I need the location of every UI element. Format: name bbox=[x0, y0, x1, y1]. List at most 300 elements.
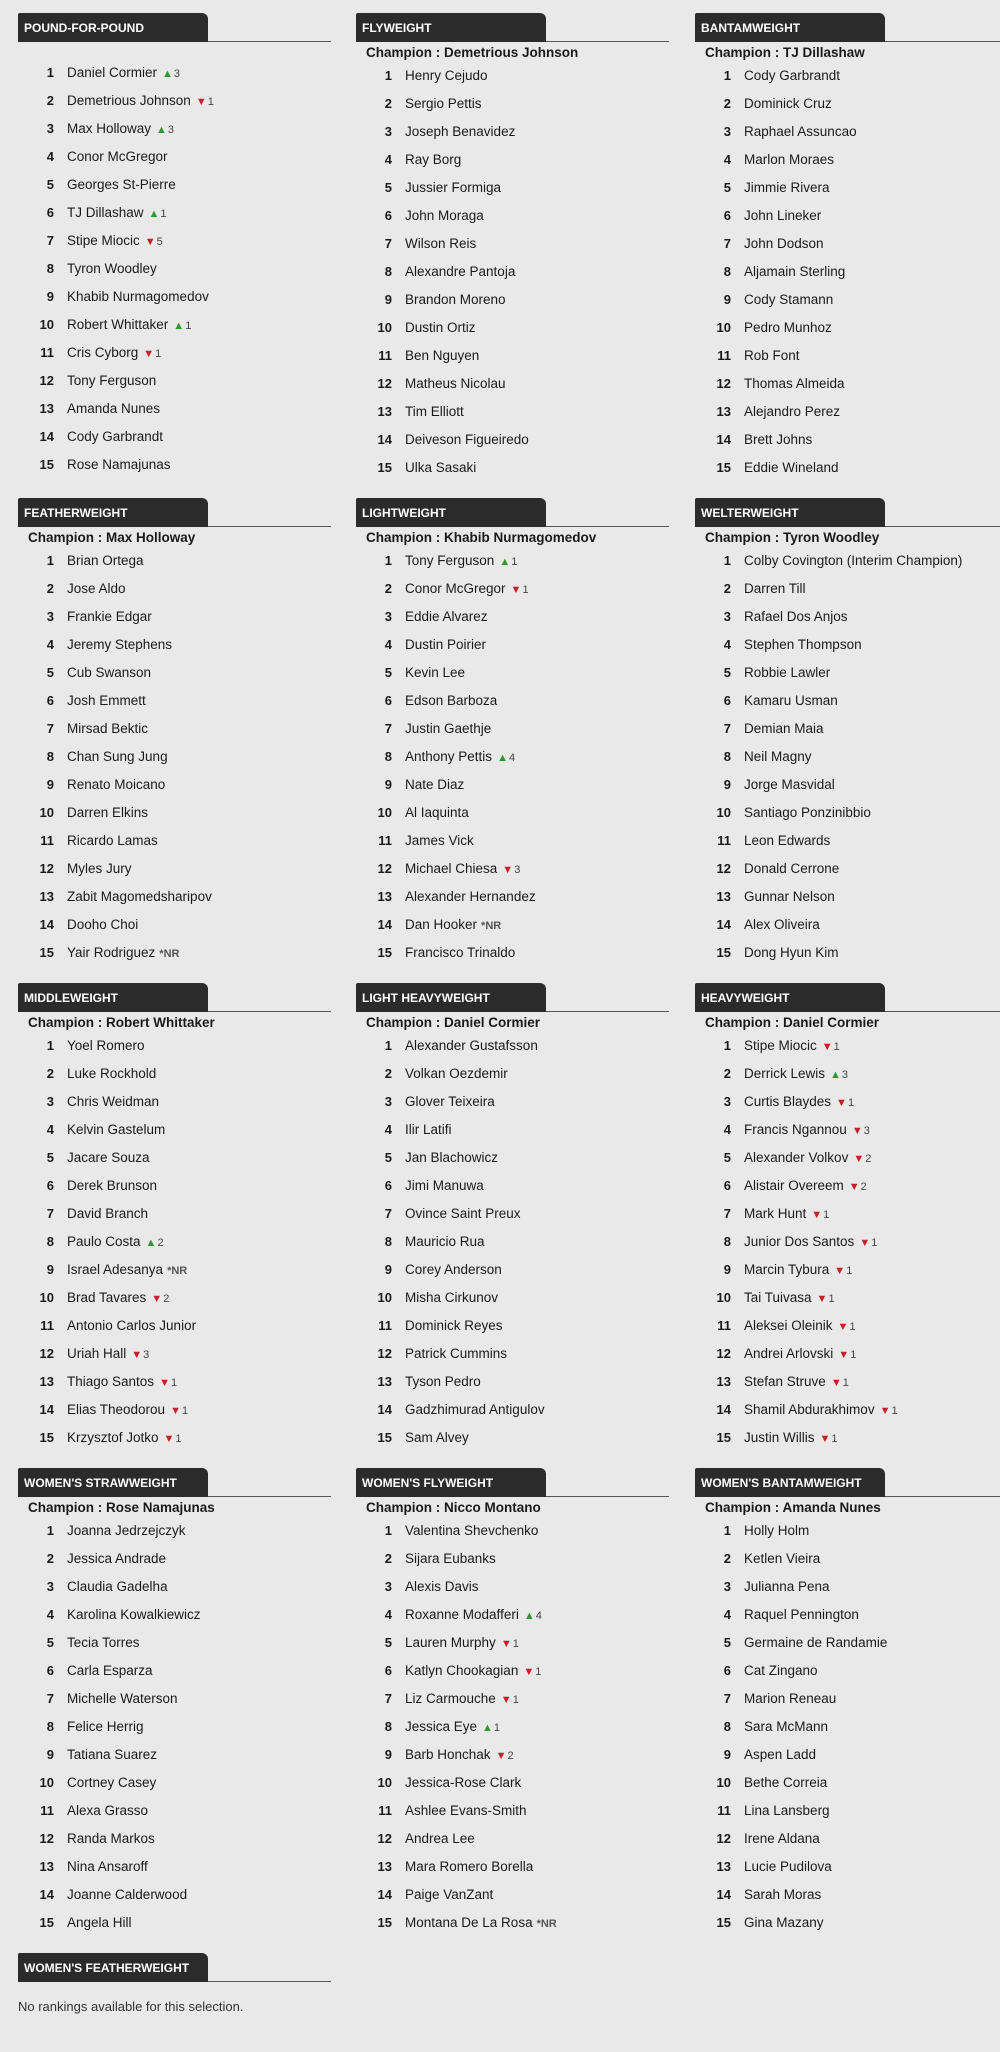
rank-number: 4 bbox=[723, 1607, 731, 1622]
fighter-name-link[interactable]: Eddie Alvarez bbox=[405, 609, 488, 624]
fighter-name-link[interactable]: Anthony Pettis bbox=[405, 749, 493, 764]
fighter-name-link[interactable]: Alexander Volkov bbox=[744, 1150, 849, 1165]
fighter-name-link[interactable]: Jessica-Rose Clark bbox=[405, 1775, 522, 1790]
rank-number: 3 bbox=[723, 1094, 731, 1109]
fighter-name-link[interactable]: Justin Gaethje bbox=[405, 721, 492, 736]
rank-number: 5 bbox=[723, 180, 731, 195]
fighter-name-link[interactable]: Joanne Calderwood bbox=[67, 1887, 188, 1902]
fighter-name-link[interactable]: Darren Till bbox=[744, 581, 806, 596]
fighter-name-link[interactable]: Frankie Edgar bbox=[67, 609, 152, 624]
division-tab[interactable]: LIGHTWEIGHT bbox=[356, 498, 546, 527]
rank-number: 3 bbox=[46, 121, 54, 136]
division-tab[interactable]: FEATHERWEIGHT bbox=[18, 498, 208, 527]
triangle-down-icon: ▼ bbox=[143, 348, 155, 360]
fighter-name-link[interactable]: Deiveson Figueiredo bbox=[405, 432, 529, 447]
rank-number: 10 bbox=[377, 805, 392, 820]
rank-change-amount: 1 bbox=[833, 1041, 840, 1053]
ranking-row bbox=[18, 575, 331, 603]
fighter-name-link[interactable]: Karolina Kowalkiewicz bbox=[67, 1607, 201, 1622]
rank-number: 15 bbox=[716, 1430, 731, 1445]
fighter-name-link[interactable]: Francisco Trinaldo bbox=[405, 945, 516, 960]
champion-label[interactable]: Champion : Tyron Woodley bbox=[705, 530, 880, 545]
division-women-s-featherweight bbox=[18, 1953, 331, 2014]
fighter-name-link[interactable]: Paulo Costa bbox=[67, 1234, 141, 1249]
fighter-name-link[interactable]: Jacare Souza bbox=[67, 1150, 150, 1165]
fighter-name-link[interactable]: Bethe Correia bbox=[744, 1775, 828, 1790]
fighter-name-link[interactable]: Aljamain Sterling bbox=[744, 264, 846, 279]
fighter-name-link[interactable]: Junior Dos Santos bbox=[744, 1234, 855, 1249]
fighter-name-link[interactable]: Dominick Cruz bbox=[744, 96, 832, 111]
fighter-name-link[interactable]: Ricardo Lamas bbox=[67, 833, 158, 848]
fighter-name-link[interactable]: Jessica Andrade bbox=[67, 1551, 167, 1566]
fighter-name-link[interactable]: Darren Elkins bbox=[67, 805, 149, 820]
triangle-up-icon: ▲ bbox=[499, 556, 511, 568]
fighter-name-link[interactable]: Aspen Ladd bbox=[744, 1747, 817, 1762]
fighter-name-link[interactable]: Marion Reneau bbox=[744, 1691, 837, 1706]
fighter-name-link[interactable]: Alexis Davis bbox=[405, 1579, 479, 1594]
champion-label[interactable]: Champion : Demetrious Johnson bbox=[366, 45, 579, 60]
fighter-name-link[interactable]: Robert Whittaker bbox=[67, 317, 169, 332]
fighter-name-link[interactable]: Sam Alvey bbox=[405, 1430, 469, 1445]
fighter-name-link[interactable]: Zabit Magomedsharipov bbox=[67, 889, 212, 904]
rank-number: 14 bbox=[39, 1402, 54, 1417]
ranking-list bbox=[695, 62, 1000, 482]
fighter-name-link[interactable]: Joseph Benavidez bbox=[405, 124, 516, 139]
rank-change-amount: 1 bbox=[155, 348, 162, 360]
ranking-row bbox=[356, 1517, 669, 1545]
rank-number: 12 bbox=[716, 1346, 731, 1361]
fighter-name-link[interactable]: Luke Rockhold bbox=[67, 1066, 157, 1081]
ranking-row bbox=[18, 659, 331, 687]
fighter-name-link[interactable]: Cortney Casey bbox=[67, 1775, 157, 1790]
rank-number: 13 bbox=[716, 404, 731, 419]
rank-number: 8 bbox=[384, 1719, 392, 1734]
fighter-name-link[interactable]: Nate Diaz bbox=[405, 777, 465, 792]
fighter-name-link[interactable]: Volkan Oezdemir bbox=[405, 1066, 508, 1081]
fighter-name-link[interactable]: Amanda Nunes bbox=[67, 401, 161, 416]
ranking-row bbox=[695, 1144, 1000, 1172]
fighter-name-link[interactable]: TJ Dillashaw bbox=[67, 205, 144, 220]
ranking-list bbox=[695, 547, 1000, 967]
ranking-list bbox=[18, 547, 331, 967]
ranking-row bbox=[356, 174, 669, 202]
ranking-row bbox=[356, 911, 669, 939]
fighter-name-link[interactable]: Kelvin Gastelum bbox=[67, 1122, 166, 1137]
rank-number: 13 bbox=[377, 1374, 392, 1389]
fighter-name-link[interactable]: Gadzhimurad Antigulov bbox=[405, 1402, 545, 1417]
fighter-name-link[interactable]: Dan Hooker bbox=[405, 917, 478, 932]
ranking-list bbox=[695, 1032, 1000, 1452]
division-tab[interactable]: WOMEN'S STRAWWEIGHT bbox=[18, 1468, 208, 1497]
rank-number: 3 bbox=[46, 1094, 54, 1109]
fighter-name-link[interactable]: Yoel Romero bbox=[67, 1038, 145, 1053]
fighter-name-link[interactable]: Thomas Almeida bbox=[744, 376, 845, 391]
ranking-row bbox=[18, 1200, 331, 1228]
fighter-name-link[interactable]: Gunnar Nelson bbox=[744, 889, 835, 904]
fighter-name-link[interactable]: Israel Adesanya bbox=[67, 1262, 164, 1277]
ranking-row bbox=[18, 283, 331, 311]
rank-change-amount: 1 bbox=[828, 1293, 835, 1305]
fighter-name-link[interactable]: Corey Anderson bbox=[405, 1262, 502, 1277]
champion-label[interactable]: Champion : Daniel Cormier bbox=[366, 1015, 541, 1030]
division-tab[interactable]: LIGHT HEAVYWEIGHT bbox=[356, 983, 546, 1012]
ranking-row bbox=[356, 62, 669, 90]
fighter-name-link[interactable]: Tatiana Suarez bbox=[67, 1747, 158, 1762]
fighter-name-link[interactable]: Justin Willis bbox=[744, 1430, 815, 1445]
fighter-name-link[interactable]: Tony Ferguson bbox=[67, 373, 157, 388]
fighter-name-link[interactable]: Pedro Munhoz bbox=[744, 320, 832, 335]
fighter-name-link[interactable]: Tyson Pedro bbox=[405, 1374, 481, 1389]
fighter-name-link[interactable]: Chan Sung Jung bbox=[67, 749, 168, 764]
champion-label[interactable]: Champion : TJ Dillashaw bbox=[705, 45, 865, 60]
ranking-list bbox=[356, 62, 669, 482]
fighter-name-link[interactable]: Alistair Overeem bbox=[744, 1178, 844, 1193]
fighter-name-link[interactable]: Cody Garbrandt bbox=[744, 68, 841, 83]
fighter-name-link[interactable]: Jimi Manuwa bbox=[405, 1178, 484, 1193]
fighter-name-link[interactable]: Michael Chiesa bbox=[405, 861, 498, 876]
fighter-name-link[interactable]: Uriah Hall bbox=[67, 1346, 127, 1361]
fighter-name-link[interactable]: Mirsad Bektic bbox=[67, 721, 149, 736]
fighter-name-link[interactable]: Rafael Dos Anjos bbox=[744, 609, 848, 624]
fighter-name-link[interactable]: Colby Covington (Interim Champion) bbox=[744, 553, 963, 568]
fighter-name-link[interactable]: Robbie Lawler bbox=[744, 665, 831, 680]
fighter-name-link[interactable]: Brandon Moreno bbox=[405, 292, 506, 307]
ranking-row bbox=[356, 827, 669, 855]
division-tab[interactable]: WELTERWEIGHT bbox=[695, 498, 885, 527]
fighter-name-link[interactable]: Mara Romero Borella bbox=[405, 1859, 534, 1874]
fighter-name-link[interactable]: Khabib Nurmagomedov bbox=[67, 289, 209, 304]
fighter-name-link[interactable]: Ulka Sasaki bbox=[405, 460, 477, 475]
rank-number: 15 bbox=[39, 1915, 54, 1930]
fighter-name-link[interactable]: Max Holloway bbox=[67, 121, 152, 136]
ranking-row bbox=[18, 255, 331, 283]
fighter-name-link[interactable]: Conor McGregor bbox=[67, 149, 168, 164]
rank-change bbox=[173, 320, 191, 332]
fighter-name-link[interactable]: Liz Carmouche bbox=[405, 1691, 496, 1706]
fighter-name-link[interactable]: Michelle Waterson bbox=[67, 1691, 178, 1706]
fighter-name-link[interactable]: Sarah Moras bbox=[744, 1887, 822, 1902]
fighter-name-link[interactable]: Cody Stamann bbox=[744, 292, 834, 307]
fighter-name-link[interactable]: Paige VanZant bbox=[405, 1887, 494, 1902]
ranking-row bbox=[695, 1853, 1000, 1881]
division-tab[interactable]: WOMEN'S BANTAMWEIGHT bbox=[695, 1468, 885, 1497]
rank-number: 15 bbox=[716, 460, 731, 475]
champion-label[interactable]: Champion : Khabib Nurmagomedov bbox=[366, 530, 597, 545]
fighter-name-link[interactable]: Dooho Choi bbox=[67, 917, 139, 932]
fighter-name-link[interactable]: Chris Weidman bbox=[67, 1094, 160, 1109]
fighter-name-link[interactable]: Myles Jury bbox=[67, 861, 132, 876]
rank-number: 15 bbox=[377, 1915, 392, 1930]
fighter-name-link[interactable]: Kamaru Usman bbox=[744, 693, 838, 708]
rank-number: 2 bbox=[723, 96, 731, 111]
fighter-name-link[interactable]: Tim Elliott bbox=[405, 404, 464, 419]
fighter-name-link[interactable]: Misha Cirkunov bbox=[405, 1290, 499, 1305]
fighter-name-link[interactable]: Ashlee Evans-Smith bbox=[405, 1803, 527, 1818]
fighter-name-link[interactable]: Tecia Torres bbox=[67, 1635, 140, 1650]
fighter-name-link[interactable]: Yair Rodriguez bbox=[67, 945, 156, 960]
ranking-row bbox=[18, 1573, 331, 1601]
rank-change-amount: 2 bbox=[163, 1293, 170, 1305]
fighter-name-link[interactable]: Cub Swanson bbox=[67, 665, 152, 680]
rank-change bbox=[159, 1377, 177, 1389]
fighter-name-link[interactable]: Derek Brunson bbox=[67, 1178, 158, 1193]
new-ranking-badge: *NR bbox=[536, 1918, 557, 1930]
fighter-name-link[interactable]: Elias Theodorou bbox=[67, 1402, 166, 1417]
ranking-row bbox=[18, 1032, 331, 1060]
rank-change bbox=[501, 1638, 519, 1650]
rank-number: 9 bbox=[46, 289, 54, 304]
fighter-name-link[interactable]: Eddie Wineland bbox=[744, 460, 839, 475]
fighter-name-link[interactable]: Stipe Miocic bbox=[67, 233, 140, 248]
rank-change bbox=[146, 1237, 164, 1249]
rank-change bbox=[143, 348, 161, 360]
fighter-name-link[interactable]: Demian Maia bbox=[744, 721, 824, 736]
fighter-name-link[interactable]: Matheus Nicolau bbox=[405, 376, 506, 391]
fighter-name-link[interactable]: Tyron Woodley bbox=[67, 261, 157, 276]
fighter-name-link[interactable]: Ketlen Vieira bbox=[744, 1551, 821, 1566]
rank-change-amount: 1 bbox=[175, 1433, 182, 1445]
fighter-name-link[interactable]: Henry Cejudo bbox=[405, 68, 488, 83]
fighter-name-link[interactable]: Roxanne Modafferi bbox=[405, 1607, 519, 1622]
rank-number: 11 bbox=[717, 348, 731, 363]
rank-change-amount: 3 bbox=[167, 124, 175, 136]
division-tab[interactable]: WOMEN'S FLYWEIGHT bbox=[356, 1468, 546, 1497]
fighter-name-link[interactable]: Cat Zingano bbox=[744, 1663, 818, 1678]
fighter-name-link[interactable]: Antonio Carlos Junior bbox=[67, 1318, 197, 1333]
fighter-name-link[interactable]: Holly Holm bbox=[744, 1523, 810, 1538]
ranking-row bbox=[695, 1797, 1000, 1825]
fighter-name-link[interactable]: Wilson Reis bbox=[405, 236, 477, 251]
ranking-row bbox=[18, 1741, 331, 1769]
division-tab[interactable]: POUND-FOR-POUND bbox=[18, 13, 208, 42]
triangle-up-icon: ▲ bbox=[830, 1069, 841, 1081]
rank-number: 8 bbox=[723, 264, 731, 279]
rank-change-amount: 1 bbox=[207, 96, 214, 108]
ranking-row bbox=[18, 1629, 331, 1657]
fighter-name-link[interactable]: James Vick bbox=[405, 833, 474, 848]
fighter-name-link[interactable]: Dong Hyun Kim bbox=[744, 945, 839, 960]
fighter-name-link[interactable]: Angela Hill bbox=[67, 1915, 132, 1930]
fighter-name-link[interactable]: Carla Esparza bbox=[67, 1663, 153, 1678]
division-tab[interactable]: WOMEN'S FEATHERWEIGHT bbox=[18, 1953, 208, 1982]
fighter-name-link[interactable]: Ilir Latifi bbox=[405, 1122, 452, 1137]
fighter-name-link[interactable]: Dominick Reyes bbox=[405, 1318, 503, 1333]
fighter-name-link[interactable]: Alexa Grasso bbox=[67, 1803, 149, 1818]
champion-label[interactable]: Champion : Rose Namajunas bbox=[28, 1500, 215, 1515]
fighter-name-link[interactable]: Krzysztof Jotko bbox=[67, 1430, 159, 1445]
fighter-name-link[interactable]: Brian Ortega bbox=[67, 553, 144, 568]
fighter-name-link[interactable]: Jose Aldo bbox=[67, 581, 126, 596]
fighter-name-link[interactable]: Josh Emmett bbox=[67, 693, 146, 708]
ranking-row bbox=[356, 454, 669, 482]
fighter-name-link[interactable]: Stefan Struve bbox=[744, 1374, 826, 1389]
fighter-name-link[interactable]: Sergio Pettis bbox=[405, 96, 482, 111]
fighter-name-link[interactable]: Rob Font bbox=[744, 348, 800, 363]
rank-number: 12 bbox=[39, 861, 54, 876]
triangle-down-icon: ▼ bbox=[821, 1041, 833, 1053]
fighter-name-link[interactable]: Tony Ferguson bbox=[405, 553, 495, 568]
fighter-name-link[interactable]: Lauren Murphy bbox=[405, 1635, 496, 1650]
fighter-name-link[interactable]: Ben Nguyen bbox=[405, 348, 480, 363]
fighter-name-link[interactable]: Lina Lansberg bbox=[744, 1803, 830, 1818]
fighter-name-link[interactable]: Jimmie Rivera bbox=[744, 180, 830, 195]
fighter-name-link[interactable]: Cody Garbrandt bbox=[67, 429, 164, 444]
ranking-row bbox=[18, 1312, 331, 1340]
fighter-name-link[interactable]: Shamil Abdurakhimov bbox=[744, 1402, 875, 1417]
champion-label[interactable]: Champion : Robert Whittaker bbox=[28, 1015, 215, 1030]
division-bantamweight bbox=[695, 13, 1000, 482]
fighter-name-link[interactable]: Alexander Hernandez bbox=[405, 889, 536, 904]
fighter-name-link[interactable]: Brett Johns bbox=[744, 432, 813, 447]
fighter-name-link[interactable]: Andrea Lee bbox=[405, 1831, 475, 1846]
division-tab[interactable]: FLYWEIGHT bbox=[356, 13, 546, 42]
ranking-row bbox=[18, 1685, 331, 1713]
fighter-name-link[interactable]: Jeremy Stephens bbox=[67, 637, 173, 652]
fighter-name-link[interactable]: Lucie Pudilova bbox=[744, 1859, 832, 1874]
fighter-name-link[interactable]: Dustin Ortiz bbox=[405, 320, 476, 335]
ranking-row bbox=[356, 547, 669, 575]
fighter-name-link[interactable]: John Moraga bbox=[405, 208, 484, 223]
fighter-name-link[interactable]: Francis Ngannou bbox=[744, 1122, 847, 1137]
fighter-name-link[interactable]: Alejandro Perez bbox=[744, 404, 841, 419]
fighter-name-link[interactable]: Montana De La Rosa bbox=[405, 1915, 533, 1930]
fighter-name-link[interactable]: Ray Borg bbox=[405, 152, 462, 167]
fighter-name-link[interactable]: Felice Herrig bbox=[67, 1719, 144, 1734]
fighter-name-link[interactable]: Donald Cerrone bbox=[744, 861, 840, 876]
fighter-name-link[interactable]: Marlon Moraes bbox=[744, 152, 835, 167]
fighter-name-link[interactable]: Leon Edwards bbox=[744, 833, 831, 848]
fighter-name-link[interactable]: Thiago Santos bbox=[67, 1374, 155, 1389]
fighter-name-link[interactable]: Julianna Pena bbox=[744, 1579, 830, 1594]
fighter-name-link[interactable]: Jan Blachowicz bbox=[405, 1150, 499, 1165]
division-light-heavyweight bbox=[356, 983, 669, 1452]
fighter-name-link[interactable]: Ovince Saint Preux bbox=[405, 1206, 521, 1221]
ranking-row bbox=[356, 1713, 669, 1741]
triangle-up-icon: ▲ bbox=[497, 752, 508, 764]
fighter-name-link[interactable]: Al Iaquinta bbox=[405, 805, 469, 820]
ranking-row bbox=[18, 547, 331, 575]
fighter-name-link[interactable]: Glover Teixeira bbox=[405, 1094, 495, 1109]
champion-label[interactable]: Champion : Daniel Cormier bbox=[705, 1015, 880, 1030]
rank-number: 9 bbox=[723, 1262, 731, 1277]
fighter-name-link[interactable]: Jussier Formiga bbox=[405, 180, 502, 195]
fighter-name-link[interactable]: Alexander Gustafsson bbox=[405, 1038, 538, 1053]
rank-number: 14 bbox=[716, 1402, 731, 1417]
fighter-name-link[interactable]: Demetrious Johnson bbox=[67, 93, 191, 108]
fighter-name-link[interactable]: Randa Markos bbox=[67, 1831, 155, 1846]
ranking-row bbox=[695, 314, 1000, 342]
fighter-name-link[interactable]: Claudia Gadelha bbox=[67, 1579, 168, 1594]
fighter-name-link[interactable]: Derrick Lewis bbox=[744, 1066, 826, 1081]
division-tab[interactable]: HEAVYWEIGHT bbox=[695, 983, 885, 1012]
rank-number: 8 bbox=[46, 1719, 54, 1734]
triangle-down-icon: ▼ bbox=[836, 1097, 847, 1109]
rank-number: 1 bbox=[384, 553, 392, 568]
fighter-name-link[interactable]: Katlyn Chookagian bbox=[405, 1663, 519, 1678]
fighter-name-link[interactable]: Tai Tuivasa bbox=[744, 1290, 812, 1305]
fighter-name-link[interactable]: Cris Cyborg bbox=[67, 345, 139, 360]
fighter-name-link[interactable]: Curtis Blaydes bbox=[744, 1094, 832, 1109]
fighter-name-link[interactable]: Irene Aldana bbox=[744, 1831, 820, 1846]
fighter-name-link[interactable]: Germaine de Randamie bbox=[744, 1635, 888, 1650]
ranking-row bbox=[356, 939, 669, 967]
fighter-name-link[interactable]: Gina Mazany bbox=[744, 1915, 824, 1930]
ranking-row bbox=[356, 603, 669, 631]
division-tab[interactable]: BANTAMWEIGHT bbox=[695, 13, 885, 42]
ranking-row bbox=[695, 454, 1000, 482]
fighter-name-link[interactable]: Sijara Eubanks bbox=[405, 1551, 496, 1566]
ranking-row bbox=[18, 423, 331, 451]
ranking-row bbox=[695, 174, 1000, 202]
fighter-name-link[interactable]: Santiago Ponzinibbio bbox=[744, 805, 871, 820]
rank-change-amount: 1 bbox=[160, 208, 167, 220]
fighter-name-link[interactable]: Renato Moicano bbox=[67, 777, 166, 792]
ranking-row bbox=[18, 1144, 331, 1172]
fighter-name-link[interactable]: Conor McGregor bbox=[405, 581, 506, 596]
fighter-name-link[interactable]: Patrick Cummins bbox=[405, 1346, 508, 1361]
rank-number: 4 bbox=[46, 637, 54, 652]
champion-label[interactable]: Champion : Nicco Montano bbox=[366, 1500, 541, 1515]
fighter-name-link[interactable]: Kevin Lee bbox=[405, 665, 466, 680]
fighter-name-link[interactable]: Jessica Eye bbox=[405, 1719, 478, 1734]
fighter-name-link[interactable]: Alexandre Pantoja bbox=[405, 264, 516, 279]
fighter-name-link[interactable]: Valentina Shevchenko bbox=[405, 1523, 539, 1538]
champion-label[interactable]: Champion : Max Holloway bbox=[28, 530, 196, 545]
fighter-name-link[interactable]: Stipe Miocic bbox=[744, 1038, 817, 1053]
ranking-row bbox=[356, 799, 669, 827]
fighter-name-link[interactable]: David Branch bbox=[67, 1206, 149, 1221]
rank-change-amount: 1 bbox=[170, 1377, 178, 1389]
fighter-name-link[interactable]: Rose Namajunas bbox=[67, 457, 171, 472]
division-women-s-bantamweight bbox=[695, 1468, 1000, 1937]
triangle-down-icon: ▼ bbox=[495, 1750, 507, 1762]
fighter-name-link[interactable]: Nina Ansaroff bbox=[67, 1859, 148, 1874]
rank-change bbox=[131, 1349, 149, 1361]
fighter-name-link[interactable]: Alex Oliveira bbox=[744, 917, 820, 932]
rank-number: 6 bbox=[384, 208, 392, 223]
ranking-row bbox=[356, 146, 669, 174]
fighter-name-link[interactable]: Daniel Cormier bbox=[67, 65, 158, 80]
ranking-row bbox=[695, 547, 1000, 575]
fighter-name-link[interactable]: Sara McMann bbox=[744, 1719, 829, 1734]
fighter-name-link[interactable]: John Dodson bbox=[744, 236, 824, 251]
triangle-down-icon: ▼ bbox=[811, 1209, 823, 1221]
fighter-name-link[interactable]: Jorge Masvidal bbox=[744, 777, 835, 792]
ranking-row bbox=[18, 1769, 331, 1797]
champion-label[interactable]: Champion : Amanda Nunes bbox=[705, 1500, 881, 1515]
fighter-name-link[interactable]: Dustin Poirier bbox=[405, 637, 487, 652]
fighter-name-link[interactable]: Neil Magny bbox=[744, 749, 812, 764]
fighter-name-link[interactable]: Marcin Tybura bbox=[744, 1262, 830, 1277]
fighter-name-link[interactable]: Mark Hunt bbox=[744, 1206, 807, 1221]
ranking-row bbox=[695, 1396, 1000, 1424]
fighter-name-link[interactable]: Andrei Arlovski bbox=[744, 1346, 834, 1361]
fighter-name-link[interactable]: Raphael Assuncao bbox=[744, 124, 857, 139]
fighter-name-link[interactable]: Edson Barboza bbox=[405, 693, 498, 708]
rank-number: 5 bbox=[46, 665, 54, 680]
fighter-name-link[interactable]: Stephen Thompson bbox=[744, 637, 862, 652]
fighter-name-link[interactable]: Mauricio Rua bbox=[405, 1234, 485, 1249]
fighter-name-link[interactable]: Raquel Pennington bbox=[744, 1607, 859, 1622]
rank-change-amount: 1 bbox=[871, 1237, 878, 1249]
fighter-name-link[interactable]: Joanna Jedrzejczyk bbox=[67, 1523, 186, 1538]
fighter-name-link[interactable]: Barb Honchak bbox=[405, 1747, 491, 1762]
fighter-name-link[interactable]: Aleksei Oleinik bbox=[744, 1318, 833, 1333]
fighter-name-link[interactable]: Georges St-Pierre bbox=[67, 177, 176, 192]
fighter-name-link[interactable]: Brad Tavares bbox=[67, 1290, 147, 1305]
fighter-name-link[interactable]: John Lineker bbox=[744, 208, 822, 223]
division-tab[interactable]: MIDDLEWEIGHT bbox=[18, 983, 208, 1012]
